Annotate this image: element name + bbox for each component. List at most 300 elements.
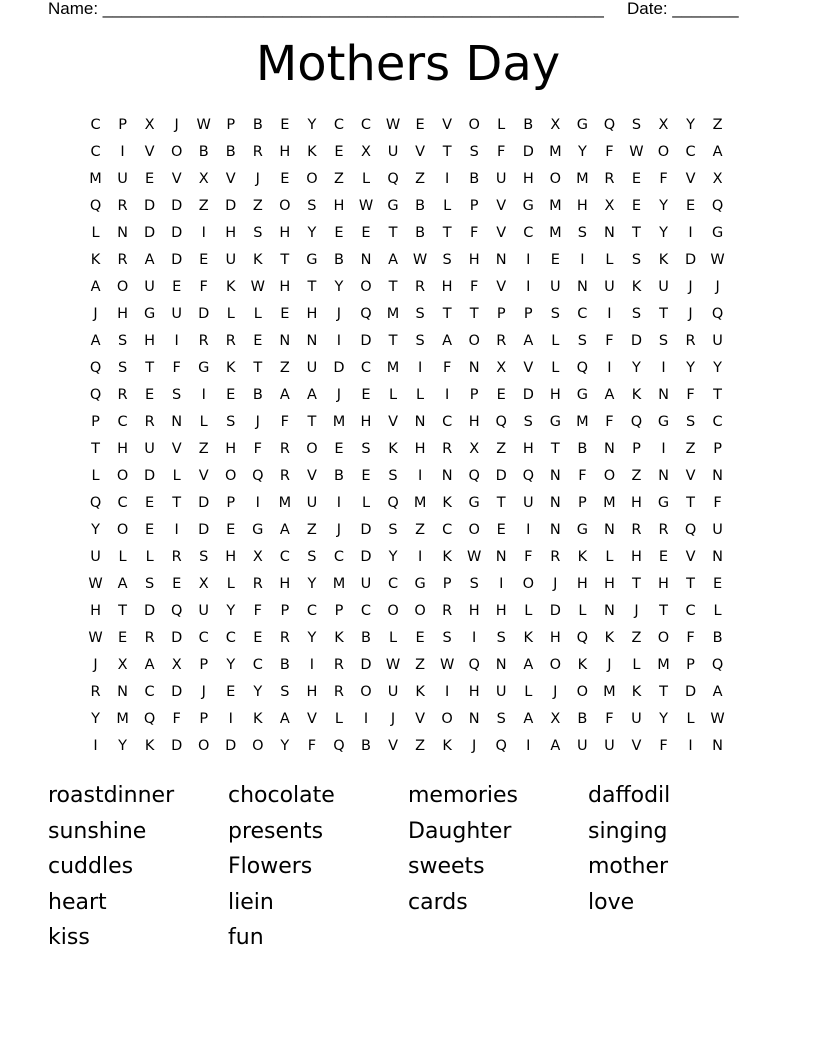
grid-letter: E <box>361 387 371 403</box>
grid-letter: F <box>686 387 695 403</box>
grid-letter: L <box>388 630 398 646</box>
grid-letter: A <box>712 144 723 160</box>
grid-letter: I <box>336 495 342 511</box>
grid-letter: W <box>196 117 211 133</box>
grid-row <box>82 382 739 409</box>
grid-letter: T <box>632 225 641 241</box>
grid-letter: P <box>442 576 452 592</box>
grid-letter: B <box>252 387 263 403</box>
grid-letter: Q <box>711 657 724 673</box>
grid-letter: H <box>360 414 372 430</box>
grid-letter: R <box>252 576 263 592</box>
date-field-line: Date: _______ <box>627 0 739 18</box>
puzzle-title: Mothers Day <box>255 36 561 92</box>
grid-letter: T <box>550 441 560 457</box>
grid-letter: Z <box>631 468 642 484</box>
grid-letter: G <box>549 414 561 430</box>
grid-letter: D <box>225 738 237 754</box>
grid-letter: H <box>631 549 642 565</box>
grid-letter: H <box>144 333 156 349</box>
grid-letter: O <box>360 684 372 700</box>
grid-letter: L <box>551 360 560 376</box>
grid-letter: A <box>550 738 561 754</box>
grid-letter: T <box>659 306 668 322</box>
grid-letter: I <box>417 468 423 484</box>
grid-letter: N <box>603 441 615 457</box>
grid-letter: O <box>522 576 534 592</box>
grid-letter: T <box>172 495 182 511</box>
grid-letter: U <box>144 441 155 457</box>
grid-letter: M <box>576 414 589 430</box>
grid-letter: F <box>172 711 181 727</box>
grid-letter: L <box>443 198 452 214</box>
grid-letter: T <box>388 225 398 241</box>
grid-letter: C <box>117 495 128 511</box>
grid-letter: E <box>658 549 669 565</box>
grid-letter: O <box>252 738 264 754</box>
grid-letter: K <box>226 279 236 295</box>
grid-letter: T <box>496 495 506 511</box>
grid-letter: E <box>334 441 344 457</box>
grid-letter: R <box>550 549 561 565</box>
grid-letter: O <box>549 171 562 187</box>
grid-letter: B <box>577 441 588 457</box>
grid-letter: V <box>144 144 155 160</box>
grid-letter: G <box>387 198 399 214</box>
grid-letter: R <box>442 603 453 619</box>
grid-letter: G <box>252 522 264 538</box>
grid-letter: K <box>577 657 588 673</box>
grid-letter: V <box>685 468 696 484</box>
grid-letter: S <box>253 225 263 241</box>
grid-letter: D <box>630 333 643 349</box>
grid-letter: G <box>576 387 588 403</box>
grid-letter: E <box>145 495 155 511</box>
grid-letter: D <box>333 360 345 376</box>
grid-letter: N <box>117 225 128 241</box>
grid-letter: K <box>415 684 425 700</box>
grid-letter: J <box>688 306 693 322</box>
grid-letter: X <box>496 360 507 376</box>
grid-letter: M <box>549 225 562 241</box>
grid-letter: E <box>280 171 290 187</box>
grid-letter: A <box>306 387 317 403</box>
grid-letter: I <box>228 711 233 727</box>
grid-letter: D <box>171 630 183 646</box>
grid-letter: O <box>116 522 129 538</box>
grid-letter: Y <box>307 576 317 592</box>
grid-letter: H <box>414 441 426 457</box>
grid-letter: T <box>388 279 398 295</box>
letter-grid <box>82 112 739 760</box>
grid-letter: O <box>468 333 480 349</box>
grid-letter: A <box>279 711 290 727</box>
grid-letter: K <box>604 630 615 646</box>
grid-letter: N <box>441 468 453 484</box>
grid-letter: I <box>120 144 125 160</box>
grid-row <box>82 517 739 544</box>
grid-letter: L <box>91 225 100 241</box>
grid-letter: S <box>469 576 479 592</box>
grid-letter: H <box>631 495 642 511</box>
grid-letter: Q <box>576 360 589 376</box>
grid-letter: O <box>170 144 183 160</box>
grid-letter: M <box>116 711 129 727</box>
grid-letter: H <box>279 576 291 592</box>
grid-letter: J <box>553 576 558 592</box>
grid-letter: Y <box>659 198 668 214</box>
grid-letter: Q <box>170 603 183 619</box>
grid-letter: G <box>657 414 670 430</box>
grid-letter: C <box>442 522 453 538</box>
grid-letter: P <box>577 495 587 511</box>
grid-letter: R <box>333 684 344 700</box>
grid-letter: P <box>686 657 695 673</box>
grid-letter: Z <box>415 171 426 187</box>
grid-letter: R <box>117 198 128 214</box>
grid-letter: A <box>523 711 534 727</box>
grid-letter: V <box>171 171 182 187</box>
grid-letter: K <box>577 549 588 565</box>
grid-letter: X <box>361 144 371 160</box>
grid-row <box>82 463 739 490</box>
grid-letter: U <box>306 495 318 511</box>
grid-letter: S <box>442 252 452 268</box>
grid-letter: M <box>278 495 292 511</box>
grid-letter: K <box>144 738 155 754</box>
grid-letter: T <box>713 387 723 403</box>
grid-letter: M <box>89 171 102 187</box>
grid-letter: V <box>415 711 426 727</box>
grid-letter: Z <box>198 441 209 457</box>
grid-letter: Y <box>307 630 317 646</box>
word-list <box>48 778 768 956</box>
grid-letter: H <box>90 603 101 619</box>
grid-row <box>82 544 739 571</box>
grid-letter: K <box>253 711 263 727</box>
grid-letter: I <box>444 387 450 403</box>
grid-letter: H <box>117 441 129 457</box>
grid-letter: G <box>576 117 588 133</box>
word-list-item: mother <box>588 854 669 880</box>
grid-letter: D <box>198 522 210 538</box>
grid-letter: J <box>472 738 477 754</box>
grid-letter: J <box>255 414 260 430</box>
grid-letter: P <box>226 495 236 511</box>
grid-letter: L <box>199 414 208 430</box>
grid-letter: W <box>439 657 455 673</box>
grid-letter: T <box>145 360 155 376</box>
grid-letter: N <box>279 333 291 349</box>
grid-letter: C <box>306 603 317 619</box>
grid-letter: H <box>658 576 669 592</box>
grid-letter: U <box>117 171 128 187</box>
grid-letter: A <box>90 333 101 349</box>
grid-letter: B <box>225 144 236 160</box>
grid-letter: S <box>117 360 128 376</box>
grid-letter: I <box>174 333 179 349</box>
grid-letter: D <box>171 198 183 214</box>
grid-letter: Q <box>89 495 102 511</box>
grid-letter: I <box>661 360 666 376</box>
grid-letter: L <box>713 603 722 619</box>
grid-letter: J <box>390 711 396 727</box>
grid-letter: H <box>576 576 588 592</box>
grid-letter: R <box>442 441 453 457</box>
grid-letter: C <box>90 144 101 160</box>
grid-letter: Q <box>684 522 697 538</box>
grid-letter: T <box>442 144 452 160</box>
grid-letter: P <box>713 441 722 457</box>
grid-letter: Y <box>307 225 317 241</box>
grid-row <box>82 355 739 382</box>
grid-letter: K <box>307 144 317 160</box>
grid-letter: R <box>252 144 263 160</box>
grid-letter: D <box>225 198 237 214</box>
grid-letter: H <box>306 684 318 700</box>
grid-letter: E <box>172 576 182 592</box>
grid-letter: N <box>117 684 128 700</box>
grid-letter: F <box>605 333 614 349</box>
grid-letter: U <box>631 711 642 727</box>
word-list-item: chocolate <box>228 783 335 808</box>
grid-letter: S <box>496 711 506 727</box>
grid-letter: S <box>199 549 209 565</box>
grid-letter: S <box>496 630 506 646</box>
grid-letter: I <box>688 738 693 754</box>
grid-letter: C <box>442 414 453 430</box>
grid-letter: K <box>334 630 344 646</box>
grid-letter: N <box>603 522 615 538</box>
grid-letter: N <box>414 414 426 430</box>
grid-letter: F <box>659 171 668 187</box>
grid-letter: S <box>631 117 642 133</box>
grid-letter: I <box>499 576 504 592</box>
grid-letter: O <box>306 171 318 187</box>
grid-letter: U <box>360 576 372 592</box>
grid-letter: D <box>522 144 534 160</box>
grid-letter: F <box>470 225 479 241</box>
grid-letter: L <box>605 252 614 268</box>
grid-letter: J <box>336 387 342 403</box>
grid-letter: T <box>253 360 263 376</box>
grid-letter: F <box>307 738 317 754</box>
grid-letter: S <box>415 306 425 322</box>
grid-letter: A <box>712 684 723 700</box>
grid-letter: G <box>522 198 534 214</box>
grid-letter: O <box>441 711 453 727</box>
grid-letter: C <box>387 576 399 592</box>
grid-letter: S <box>442 630 452 646</box>
grid-letter: N <box>549 522 561 538</box>
grid-letter: N <box>712 738 724 754</box>
grid-letter: D <box>171 225 183 241</box>
grid-letter: S <box>361 441 371 457</box>
grid-letter: L <box>361 495 371 511</box>
grid-letter: Y <box>280 738 290 754</box>
grid-letter: E <box>280 117 290 133</box>
grid-letter: Q <box>252 468 264 484</box>
grid-letter: E <box>685 198 696 214</box>
grid-letter: R <box>144 414 155 430</box>
grid-letter: W <box>467 549 482 565</box>
grid-letter: X <box>550 117 561 133</box>
grid-letter: Y <box>226 603 236 619</box>
grid-letter: J <box>93 657 98 673</box>
name-field-line: Name: _____________________________________________________ <box>48 0 604 18</box>
grid-letter: L <box>334 711 343 727</box>
grid-letter: X <box>198 171 209 187</box>
grid-letter: M <box>332 414 346 430</box>
grid-letter: P <box>496 306 506 322</box>
grid-letter: L <box>632 657 641 673</box>
grid-letter: L <box>605 549 614 565</box>
grid-letter: L <box>524 684 533 700</box>
grid-letter: Q <box>89 198 102 214</box>
grid-letter: R <box>631 522 642 538</box>
grid-letter: U <box>495 171 507 187</box>
grid-letter: V <box>388 738 398 754</box>
grid-letter: A <box>90 279 101 295</box>
grid-letter: B <box>279 657 290 673</box>
grid-letter: I <box>417 360 423 376</box>
grid-letter: H <box>117 306 129 322</box>
grid-letter: T <box>307 279 317 295</box>
grid-letter: B <box>415 198 426 214</box>
grid-letter: U <box>604 279 615 295</box>
grid-letter: N <box>603 225 615 241</box>
grid-letter: N <box>712 549 724 565</box>
grid-letter: E <box>226 684 236 700</box>
grid-letter: Q <box>522 468 534 484</box>
grid-letter: M <box>603 495 616 511</box>
grid-letter: Q <box>711 306 724 322</box>
grid-letter: L <box>686 711 695 727</box>
grid-letter: R <box>279 441 290 457</box>
grid-letter: Z <box>415 738 426 754</box>
grid-letter: K <box>226 360 236 376</box>
grid-letter: Y <box>226 657 236 673</box>
grid-letter: Y <box>118 738 127 754</box>
grid-letter: R <box>333 657 344 673</box>
grid-letter: P <box>199 711 209 727</box>
grid-letter: W <box>385 117 401 133</box>
grid-letter: T <box>632 576 641 592</box>
grid-letter: R <box>117 387 128 403</box>
grid-letter: V <box>198 468 209 484</box>
grid-letter: F <box>605 144 614 160</box>
grid-letter: E <box>199 252 209 268</box>
grid-letter: T <box>280 252 290 268</box>
grid-letter: D <box>171 738 183 754</box>
grid-letter: C <box>333 549 344 565</box>
word-list-item: kiss <box>48 925 90 951</box>
grid-letter: J <box>715 279 720 295</box>
grid-letter: U <box>577 738 588 754</box>
grid-letter: C <box>360 360 372 376</box>
grid-letter: R <box>144 630 155 646</box>
grid-letter: O <box>657 144 670 160</box>
grid-letter: I <box>444 171 450 187</box>
grid-letter: K <box>523 630 534 646</box>
grid-letter: C <box>577 306 588 322</box>
grid-letter: N <box>658 387 669 403</box>
grid-letter: B <box>577 711 588 727</box>
grid-letter: C <box>252 657 263 673</box>
grid-letter: X <box>171 657 182 673</box>
grid-letter: D <box>171 684 183 700</box>
grid-letter: C <box>117 414 128 430</box>
grid-letter: N <box>549 495 561 511</box>
word-list-item: roastdinner <box>48 783 175 808</box>
grid-letter: N <box>658 468 669 484</box>
grid-row <box>82 139 739 166</box>
word-list-item: cards <box>408 889 468 915</box>
grid-letter: U <box>198 603 210 619</box>
grid-letter: X <box>469 441 480 457</box>
grid-letter: D <box>171 252 183 268</box>
grid-row <box>82 625 739 652</box>
word-list-item: Daughter <box>408 818 512 844</box>
grid-letter: A <box>144 657 155 673</box>
grid-row <box>82 571 739 598</box>
grid-letter: Q <box>711 198 724 214</box>
grid-letter: M <box>386 306 400 322</box>
grid-letter: U <box>387 144 399 160</box>
grid-letter: V <box>225 171 236 187</box>
grid-letter: E <box>145 387 155 403</box>
grid-letter: H <box>225 441 237 457</box>
grid-letter: H <box>441 279 453 295</box>
grid-letter: Q <box>360 306 372 322</box>
grid-letter: E <box>226 387 236 403</box>
grid-letter: Y <box>388 549 398 565</box>
grid-letter: D <box>198 495 210 511</box>
grid-letter: F <box>713 495 722 511</box>
grid-letter: N <box>495 549 507 565</box>
grid-letter: H <box>522 441 534 457</box>
grid-letter: D <box>522 387 534 403</box>
grid-letter: J <box>201 684 206 700</box>
grid-letter: A <box>144 252 155 268</box>
grid-letter: B <box>333 252 344 268</box>
grid-letter: C <box>198 630 209 646</box>
grid-letter: J <box>553 684 558 700</box>
grid-letter: V <box>306 711 317 727</box>
word-list-item: sweets <box>408 854 485 880</box>
grid-letter: S <box>226 414 236 430</box>
grid-letter: I <box>661 441 666 457</box>
grid-letter: E <box>631 171 642 187</box>
grid-letter: R <box>90 684 101 700</box>
grid-letter: H <box>225 549 237 565</box>
grid-letter: C <box>523 225 534 241</box>
grid-letter: O <box>549 657 562 673</box>
grid-letter: E <box>631 198 642 214</box>
grid-letter: N <box>495 252 507 268</box>
grid-letter: E <box>361 468 371 484</box>
grid-row <box>82 112 739 139</box>
grid-letter: T <box>659 684 668 700</box>
grid-letter: V <box>496 198 507 214</box>
grid-letter: N <box>306 333 318 349</box>
grid-letter: P <box>632 441 641 457</box>
grid-letter: F <box>497 144 506 160</box>
grid-letter: E <box>415 117 425 133</box>
grid-letter: Y <box>686 117 695 133</box>
grid-letter: L <box>416 387 425 403</box>
grid-letter: E <box>145 171 155 187</box>
